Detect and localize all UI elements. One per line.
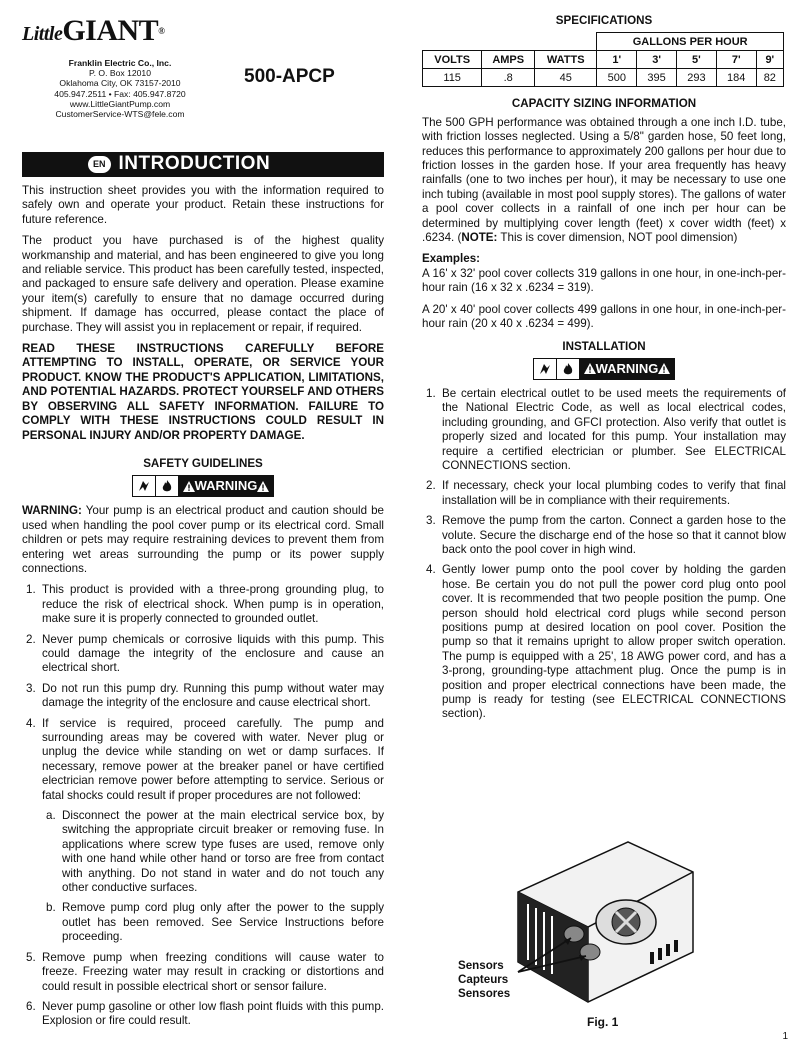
language-badge: EN — [88, 156, 111, 172]
sensors-label: Sensors Capteurs Sensores — [458, 959, 511, 1000]
warning-label — [22, 475, 384, 497]
warning-text: WARNING — [179, 476, 274, 496]
safety-warning-paragraph: WARNING: Your pump is an electrical product and caution should be used when handling the pool cover pump or its electrical cord. Small children or pets may require restraining devices to prevent them from entering wet areas surrounding the pump or its power supply connections. — [22, 504, 384, 575]
installation-list — [422, 387, 786, 722]
intro-paragraph: This instruction sheet provides you with the information required to safely own and operate your product. Retain these instructions for future reference. — [22, 184, 384, 226]
list-item: 1. Be certain electrical outlet to be used meets the requirements of the National Electric Code, as well as local electrical codes, including grounding, and GFCI protection. Also verify that outlet is properly sized and located for this pump. Your installation may require a certified electrician or plumber. See ELECTRICAL CONNECTIONS section. — [426, 386, 786, 472]
list-item: b. Remove pump cord plug only after the power to the supply outlet has been removed. See Service Instructions before proceeding. — [46, 901, 384, 944]
alert-triangle-icon — [257, 481, 269, 492]
read-instructions-warning: READ THESE INSTRUCTIONS CAREFULLY BEFORE ATTEMPTING TO INSTALL, OPERATE, OR SERVICE YOUR PRODUCT. KNOW THE PRODUCT'S APPLICATION, LIMITATIONS, AND POTENTIAL HAZARDS. PROTECT YOURSELF AND OTHERS BY OBSERVING ALL SAFETY INFORMATION. FAILURE TO COMPLY WITH THESE INSTRUCTIONS COULD RESULT IN PERSONAL INJURY AND/OR PROPERTY DAMAGE. — [22, 342, 384, 442]
capacity-title: CAPACITY SIZING INFORMATION — [511, 97, 697, 111]
page-number: 1 — [782, 1031, 788, 1042]
alert-triangle-icon — [183, 481, 195, 492]
list-item: 3. Do not run this pump dry. Running this pump without water may damage the integrity of the enclosure and cause electrical short. — [26, 681, 384, 710]
safety-guidelines-title: SAFETY GUIDELINES — [143, 456, 263, 470]
alert-triangle-icon — [584, 363, 596, 374]
left-column — [22, 14, 384, 1035]
list-item: 4. If service is required, proceed carefully. The pump and surrounding areas may be covered with water. Never plug or unplug the device while standing on wet or damp surfaces. If necessary, remove power at the breaker panel or have certified electrician remove power before attempting to service. Serious or fatal shocks could result if proper procedures are not followed: — [26, 716, 384, 802]
figure-caption: Fig. 1 — [587, 1015, 619, 1029]
list-item: 5. Remove pump when freezing conditions will cause water to freeze. Freezing water may result in cracking or distortions and could result in possible electrical short or sensor failure. — [26, 950, 384, 993]
model-number: 500-APCP — [244, 66, 335, 87]
shock-hazard-icon — [534, 359, 557, 379]
pump-illustration — [478, 832, 708, 1010]
little-giant-logo: LittleGIANT® — [22, 14, 165, 47]
examples-title: Examples: — [422, 252, 480, 266]
example-paragraph: A 16' x 32' pool cover collects 319 gallons in one hour, in one-inch-per-hour rain (16 x 32 x .6234 = 319). — [422, 266, 786, 295]
company-address: Franklin Electric Co., Inc. P. O. Box 12010 Oklahoma City, OK 73157-2010 405.947.2511 • Fax: 405.947.8720 www.LittleGiantPump.com CustomerService-WTS@fele.com — [54, 58, 186, 120]
fire-hazard-icon — [557, 359, 580, 379]
table-header-row: VOLTS AMPS WATTS 1' 3' 5' 7' 9' — [423, 51, 784, 69]
list-item: 3. Remove the pump from the carton. Connect a garden hose to the volute. Secure the discharge end of the hose so that it cannot blow back onto the pool cover in high wind. — [426, 514, 786, 556]
warning-text: WARNING — [580, 359, 675, 379]
specifications-title: SPECIFICATIONS — [555, 14, 653, 27]
alert-triangle-icon — [658, 363, 670, 374]
list-item: 2. If necessary, check your local plumbing codes to verify that final installation will be in compliance with their requirements. — [426, 479, 786, 507]
header-block — [22, 14, 384, 152]
fire-hazard-icon — [156, 476, 179, 496]
gph-header: GALLONS PER HOUR — [597, 33, 784, 51]
list-item: 2. Never pump chemicals or corrosive liquids with this pump. This could damage the integrity of the enclosure and cause an electrical short. — [26, 632, 384, 675]
introduction-heading: EN INTRODUCTION — [22, 152, 384, 177]
list-item: a. Disconnect the power at the main electrical service box, by switching the appropriate circuit breaker or removing fuse. In applications where screw type fuses are used, remove only with one hand while other hand or torso are free from contact with anything. Do not stand in water and do not touch any other conductive surfaces. — [46, 809, 384, 895]
shock-hazard-icon — [133, 476, 156, 496]
list-item: 4. Gently lower pump onto the pool cover by holding the garden hose. Be certain you do not pull the power cord plug onto pool cover. It is recommended that two people position the pump. One person should hold electrical cord plugs while second person positions pump at desired location on pool cover. Position the pump so that it remains upright to allow proper switch operation. The pump is equipped with a 25', 18 AWG power cord, and has a 3-prong, grounding-type attachment plug. Once the pump is in position and proper electrical connections have been made, the pump is ready for testing (see ELECTRICAL CONNECTIONS section). — [426, 563, 786, 721]
list-item: 6. Never pump gasoline or other low flash point fluids with this pump. Explosion or fire could result. — [26, 999, 384, 1028]
right-column — [422, 14, 786, 728]
safety-list — [22, 583, 384, 1028]
intro-paragraph: The product you have purchased is of the highest quality workmanship and material, and has been engineered to give you long and reliable service. This product has been carefully tested, inspected, and packaged to ensure safe delivery and operation. Please examine your item(s) carefully to ensure that no damage occurred during shipment. If damage has occurred, please contact the place of purchase. They will assist you in replacement or repair, if required. — [22, 234, 384, 334]
installation-title: INSTALLATION — [562, 339, 646, 353]
warning-label — [422, 358, 786, 380]
list-item: 1. This product is provided with a three-prong grounding plug, to reduce the risk of electrical shock. When pump is in operation, make sure it is properly connected to grounded outlet. — [26, 583, 384, 626]
capacity-paragraph: The 500 GPH performance was obtained through a one inch I.D. tube, with friction losses neglected. Using a 5/8" garden hose, 50 feet long, reduces this performance to approximately 200 gallons per hour due to friction losses in the garden hose. If your area frequently has heavy rainfalls (one to two inches per hour), it may be necessary to use one inch tubing (available in most pool supply stores). The gallons of water a pool cover collects in a rainfall of one inch per hour can be determined by multiplying cover length (feet) x cover width (feet) x .6234. (NOTE: This is cover dimension, NOT pool dimension) — [422, 115, 786, 245]
example-paragraph: A 20' x 40' pool cover collects 499 gallons in one hour, in one-inch-per-hour rain (20 x 40 x .6234 = 499). — [422, 302, 786, 331]
specifications-table — [422, 32, 784, 87]
table-row: 115 .8 45 500 395 293 184 82 — [423, 69, 784, 87]
